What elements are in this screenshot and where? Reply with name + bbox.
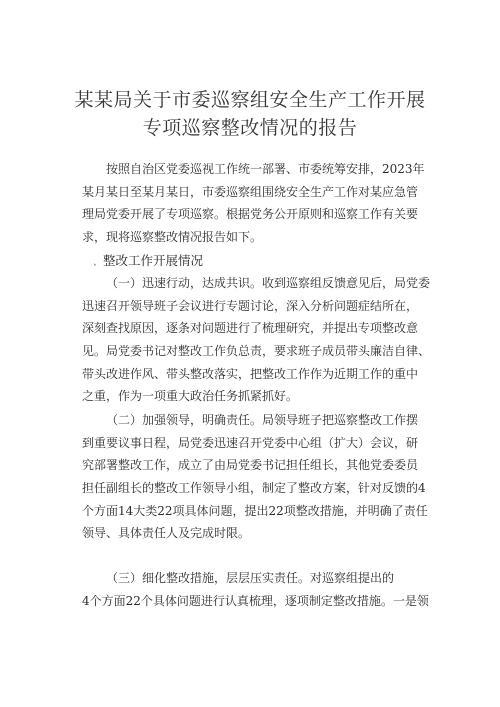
paragraph-section-3 [82,567,442,612]
paragraph-line: 担任副组长的整改工作领导小组，制定了整改方案，针对反馈的4 [82,481,426,496]
paragraph-line: 带头改进作风、带头整改落实，把整改工作作为近期工作的重中 [82,366,419,381]
section-heading [93,252,203,272]
paragraph-line: （一）迅速行动，达成共识。收到巡察组反馈意见后，局党委 [106,276,431,290]
paragraph-line: 见。局党委书记对整改工作负总责，要求班子成员带头廉洁自律、 [82,344,431,359]
paragraph-line: 迅速召开领导班子会议进行专题讨论，深入分析问题症结所在， [82,298,419,313]
document-title-line-1: 某某局关于市委巡察组安全生产工作开展 [74,89,426,111]
paragraph-section-2 [82,409,442,545]
paragraph-line: 某月某日至某月某日，市委巡察组围绕安全生产工作对某应急管 [82,184,419,199]
paragraph-line: 按照自治区党委巡视工作统一部署、市委统筹安排，2023年 [106,162,425,176]
paragraph-line: 之重，作为一项重大政治任务抓紧抓好。 [82,389,299,404]
paragraph-line: （三）细化整改措施，层层压实责任。对巡察组提出的 [106,571,395,585]
paragraph-line: 深刻查找原因，逐条对问题进行了梳理研究，并提出专项整改意 [82,321,419,336]
paragraph-line: 4个方面22个具体问题进行认真梳理，逐项制定整改措施。一是领 [82,593,429,608]
paragraph-line: 理局党委开展了专项巡察。根据党务公开原则和巡察工作有关要 [82,207,419,222]
intro-paragraph [82,158,442,249]
paragraph-line: 领导、具体责任人及完成时限。 [82,526,251,541]
paragraph-line: （二）加强领导，明确责任。局领导班子把巡察整改工作摆 [106,413,419,427]
paragraph-section-1 [82,272,442,408]
document-title-line-2: 专项巡察整改情况的报告 [142,117,358,139]
paragraph-line: 个方面14大类22项具体问题，提出22项整改措施，并明确了责任 [82,503,428,518]
paragraph-line: 究部署整改工作，成立了由局党委书记担任组长，其他党委委员 [82,458,419,473]
paragraph-line: 到重要议事日程，局党委迅速召开党委中心组（扩大）会议，研 [82,435,419,450]
section-heading-text: 整改工作开展情况 [103,253,204,268]
section-heading-number: 、 [93,258,103,268]
paragraph-line: 求，现将巡察整改情况报告如下。 [82,230,263,245]
